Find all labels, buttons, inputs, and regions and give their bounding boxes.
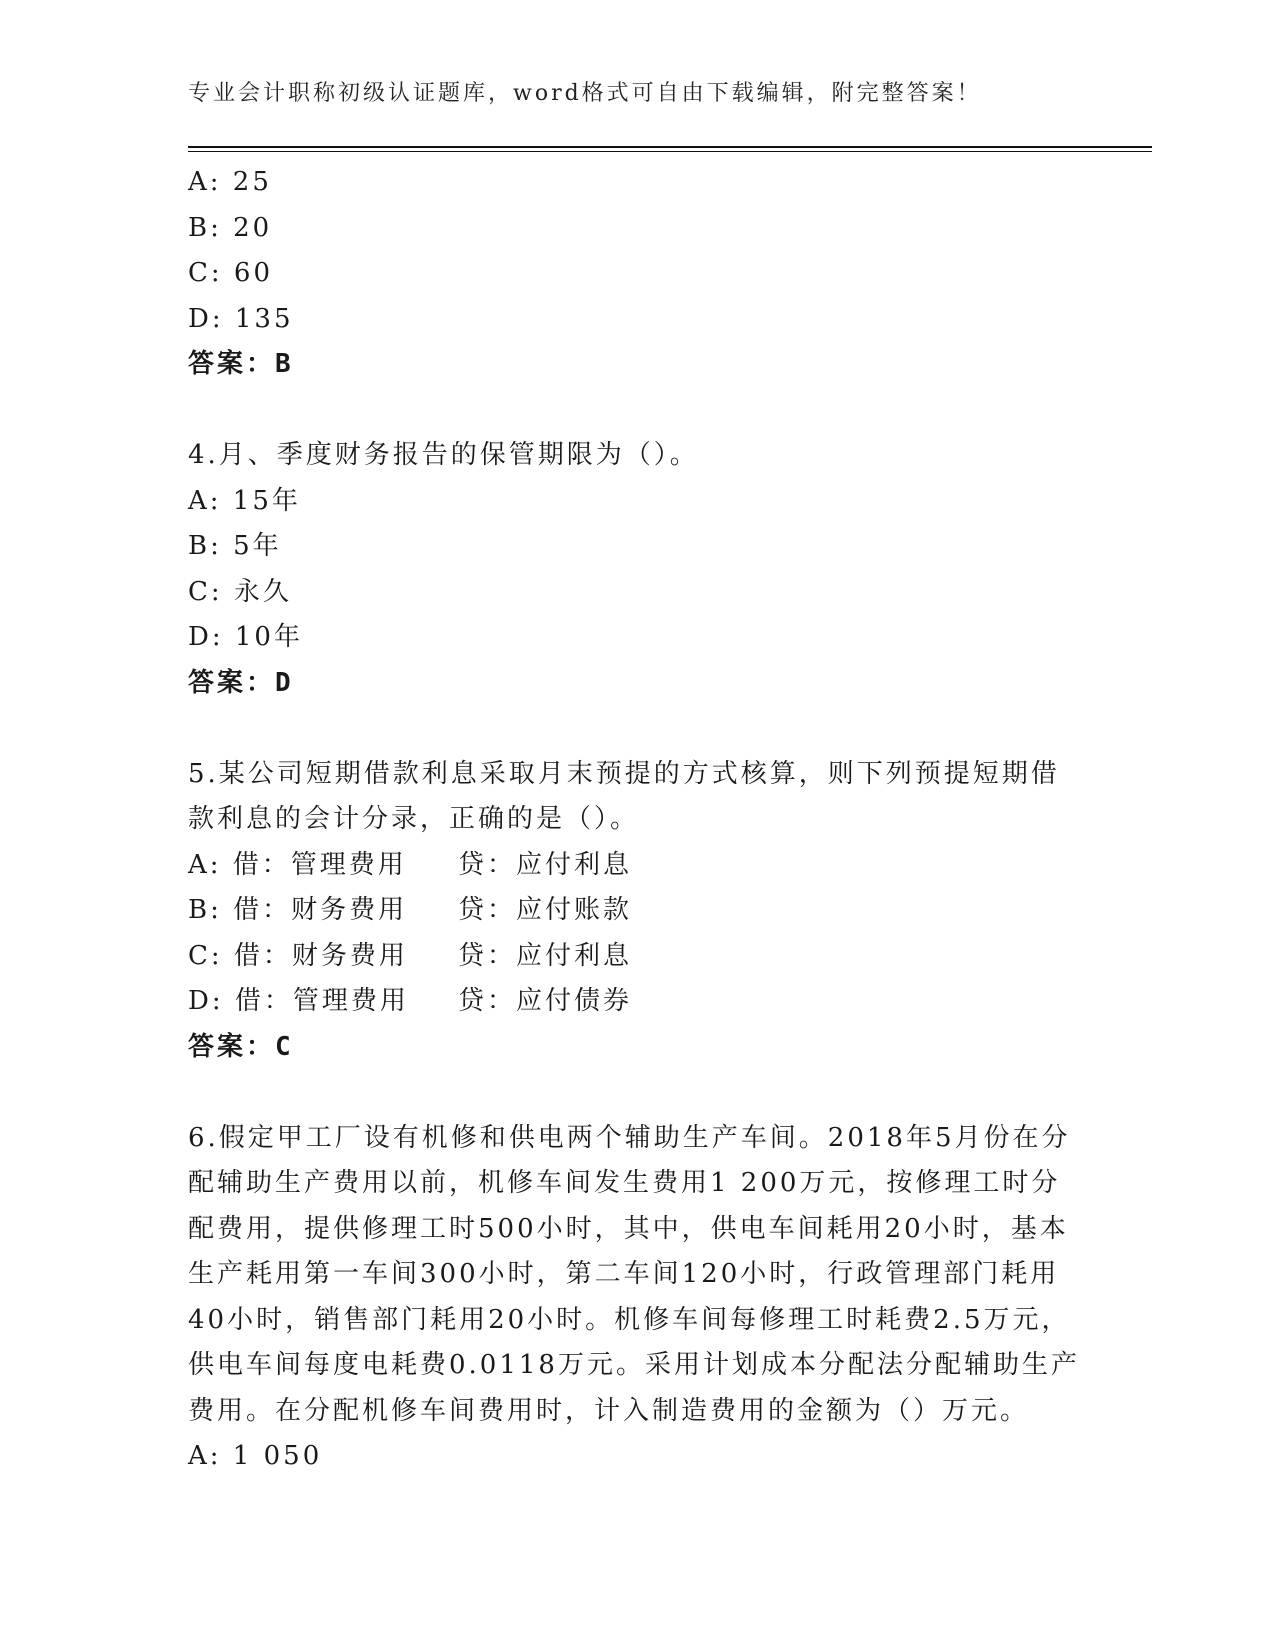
page-header: 专业会计职称初级认证题库，word格式可自由下载编辑，附完整答案！ <box>188 81 982 106</box>
q5-stem-line-1: 5.某公司短期借款利息采取月末预提的方式核算，则下列预提短期借 <box>188 758 1060 789</box>
q3-option-d: D: 135 <box>188 303 294 334</box>
q5-option-a <box>188 843 1088 889</box>
q6-stem-line-2: 配辅助生产费用以前，机修车间发生费用1 200万元，按修理工时分 <box>188 1168 1061 1198</box>
spacer <box>188 706 1088 752</box>
q4-option-b: B: 5年 <box>188 531 282 561</box>
q4-option-d: D: 10年 <box>188 622 303 652</box>
q5-option-b-credit: 贷：应付账款 <box>458 895 633 925</box>
q5-option-a-debit: A: 借：管理费用 <box>188 849 407 880</box>
spacer <box>188 388 1088 434</box>
q4-answer: 答案：D <box>188 667 294 698</box>
q3-option-a: A: 25 <box>188 167 272 197</box>
q6-stem-line-6: 供电车间每度电耗费0.0118万元。采用计划成本分配法分配辅助生产 <box>188 1350 1080 1380</box>
q6-option-a: A: 1 050 <box>188 1441 323 1471</box>
q6-stem-line-7: 费用。在分配机修车间费用时，计入制造费用的金额为（）万元。 <box>188 1395 1030 1426</box>
q3-option-b: B: 20 <box>188 212 273 243</box>
q5-option-c-credit: 贷：应付利息 <box>458 940 633 971</box>
q5-option-d <box>188 979 1088 1025</box>
q5-option-b <box>188 888 1088 934</box>
q5-option-d-credit: 贷：应付债券 <box>458 986 633 1016</box>
q4-option-a: A: 15年 <box>188 485 301 516</box>
q6-stem-line-4: 生产耗用第一车间300小时，第二车间120小时，行政管理部门耗用 <box>188 1259 1060 1289</box>
q5-stem-line-2: 款利息的会计分录，正确的是（）。 <box>188 804 640 834</box>
q5-answer: 答案：C <box>188 1031 294 1062</box>
q5-option-d-debit: D: 借：管理费用 <box>188 986 409 1016</box>
q5-option-c <box>188 934 1088 980</box>
question-content <box>188 160 1088 1480</box>
q3-answer: 答案：B <box>188 349 294 379</box>
q5-option-c-debit: C: 借：财务费用 <box>188 940 408 971</box>
q5-option-b-debit: B: 借：财务费用 <box>188 895 408 925</box>
q4-option-c: C: 永久 <box>188 576 292 607</box>
q3-option-c: C: 60 <box>188 258 274 288</box>
q6-stem-line-5: 40小时，销售部门耗用20小时。机修车间每修理工时耗费2.5万元， <box>188 1304 1071 1335</box>
spacer <box>188 1070 1088 1116</box>
q4-stem: 4.月、季度财务报告的保管期限为（）。 <box>188 440 699 470</box>
header-rule <box>188 146 1152 152</box>
q6-stem-line-1: 6.假定甲工厂设有机修和供电两个辅助生产车间。2018年5月份在分 <box>188 1122 1071 1153</box>
q6-stem-line-3: 配费用，提供修理工时500小时，其中，供电车间耗用20小时，基本 <box>188 1213 1069 1244</box>
q5-option-a-credit: 贷：应付利息 <box>458 849 633 880</box>
